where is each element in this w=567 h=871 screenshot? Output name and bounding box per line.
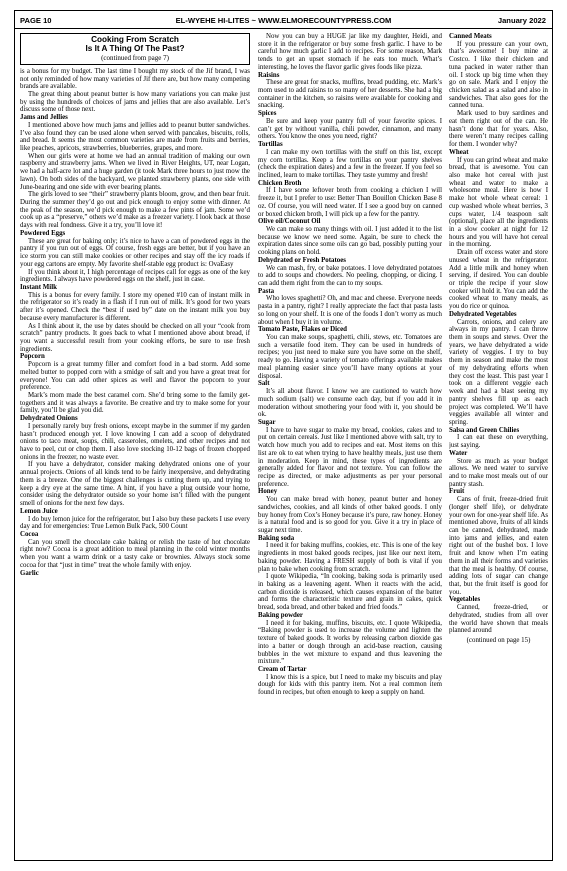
paragraph: is a bonus for my budget. The last time I bought my stock of the Jif brand, I was not only reminded of how many varieties of Jif there are, but how many competing brands are available. — [20, 67, 250, 91]
column-body — [20, 68, 250, 577]
paragraph: I can eat these on everything, just saying. — [449, 434, 548, 450]
section-heading: Wheat — [449, 148, 469, 156]
section-heading: Cocoa — [20, 530, 39, 538]
section-heading: Cream of Tartar — [258, 665, 307, 673]
paragraph: Store as much as your budget allows. We need water to survive and to make most meals out of our pantry stash. — [449, 457, 548, 488]
page-header — [15, 11, 552, 29]
continued-on-note: (continued on page 15) — [466, 637, 531, 645]
paragraph: Cans of fruit, freeze-dried fruit (longer shelf life), or dehydrate your own for one-year shelf life. As mentioned above, fruits of all kinds can be canned, dehydrated, made into jams and jellies, and eaten right out of the bushel box. I love fruit and know when I’m eating them in all their forms and varieties that the meal is healthy. Of course, adding lots of sugar can change that, but the fruit itself is good for you. — [449, 496, 548, 596]
section-heading: Salt — [258, 380, 270, 388]
section-heading: Olive oil/Coconut Oil — [258, 218, 321, 226]
paragraph: I have to have sugar to make my bread, cookies, cakes and to put on certain cereals. Just like I mentioned above with salt, try to watch how much you add to recipes and eat. Most items on this list are ok to eat when trying to have healthy meals, just use them in moderation. Keep in mind, these types of ingredients are generally added for flavor and not texture. You can follow the recipe as directed, or make adjustments as per your personal preference. — [258, 426, 442, 488]
section-heading: Chicken Broth — [258, 179, 302, 187]
section-heading: Jams and Jellies — [20, 114, 68, 122]
paragraph: These are great for snacks, muffins, bread pudding, etc. Mark’s mom used to add raisins to so many of her desserts. She had a big container in the kitchen, so raisins were available for cooking and snacking. — [258, 79, 442, 110]
paragraph: I quote Wikipedia, “In cooking, baking soda is primarily used in baking as a leavening agent. When it reacts with the acid, carbon dioxide is released, which causes expansion of the batter and forms the characteristic texture and grain in cakes, quick bread, soda bread, and other baked and fried foods.” — [258, 573, 442, 612]
section-heading: Canned Meats — [449, 33, 492, 40]
paragraph: These are great for baking only; it’s nice to have a can of powdered eggs in the pantry if you run out of eggs. Of course, fresh eggs are better, but if you have an ice storm you can still make cookies or other recipes and stay off the icy roads if your egg cartons are empty. My favorite shelf-stable egg product is: OvaEasy — [20, 237, 250, 268]
paragraph: I personally rarely buy fresh onions, except maybe in the summer if my garden hasn’t produced enough yet. I love knowing I can add a scoop of dehydrated onions to taco meat, soups, chili, casseroles, omelets, and other recipes and not have to peel, cut or chop them. I also love stocking 10-12 bags of frozen chopped onions in the freezer, no waste ever. — [20, 422, 250, 461]
paragraph: Canned, freeze-dried, or dehydrated, studies from all over the world have shown that meals planned around — [449, 604, 548, 635]
paragraph: Now you can buy a HUGE jar like my daughter, Heidi, and store it in the refrigerator or buy some fresh garlic. I have to be careful how much garlic I add to recipes. For some reason, Mark tends to get an upset stomach if he eats too much. What’s interesting, he loves the flavor garlic gives foods like pizza. — [258, 33, 442, 71]
paragraph: I need it for baking, muffins, biscuits, etc. I quote Wikipedia, “Baking powder is used to increase the volume and lighten the texture of baked goods. It works by releasing carbon dioxide gas into a batter or dough through an acid-base reaction, causing bubbles in the wet mixture to expand and thus leavening the mixture.” — [258, 619, 442, 666]
article-column-1 — [20, 33, 250, 856]
issue-date: January 2022 — [497, 16, 546, 25]
paragraph: The great thing about peanut butter is how many variations you can make just by using the hundreds of choices of jams and jellies that are also available. Let’s discuss some of those next. — [20, 90, 250, 114]
section-heading: Instant Milk — [20, 283, 57, 291]
paragraph: Drain off excess water and store unused wheat in the refrigerator. Add a little milk and honey when serving, if desired. You can double or triple the recipe if your slow cooker will hold it. You can add the cooked wheat to many meals, as you do rice or quinoa. — [449, 249, 548, 311]
section-heading: Water — [449, 449, 468, 457]
paragraph: When our girls were at home we had an annual tradition of making our own raspberry and strawberry jams. When we lived in River Heights, UT, near Logan, we had a half-acre lot and a huge garden (it took Mark three hours to just mow the lawn). On both sides of the backyard, we planted strawberry plants, one side with June-bearing and one side with ever bearing plants. — [20, 152, 250, 191]
column-body — [258, 33, 442, 697]
section-heading: Tomato Paste, Flakes or Diced — [258, 326, 347, 334]
paragraph: If you think about it, I high percentage of recipes call for eggs as one of the key ingredients. I always have powdered eggs on the shelf, just in case. — [20, 268, 250, 284]
paragraph: If you can grind wheat and make bread, that is awesome. You can also make hot cereal with just wheat and water to make a wholesome meal. Here is how I make hot whole wheat cereal: 1 cup washed whole wheat berries, 3 cups water, 1/4 teaspoon salt (optional), place all the ingredients in a slow cooker at night for 12 hours and you will have hot cereal in the morning. — [449, 156, 548, 249]
paragraph: You can make bread with honey, peanut butter and honey sandwiches, cookies, and all kinds of other baked goods. I only buy honey from Cox’s Honey because it’s pure, raw honey. Honey is a natural food and is so good for you. Give it a try in place of sugar next time. — [258, 496, 442, 534]
paragraph: It’s all about flavor. I know we are cautioned to watch how much sodium (salt) we consume each day, but if you add it in moderation without smothering your food with it, you should be ok. — [258, 388, 442, 419]
article-column-2 — [258, 33, 442, 856]
paragraph: As I think about it, the use by dates should be checked on all your “cook from scratch” pantry products. It goes back to what I mentioned above about bread, if you want a successful result from your cooking efforts, be sure to use fresh ingredients. — [20, 322, 250, 353]
paragraph: We can mash, fry, or bake potatoes. I love dehydrated potatoes to add to soups and chowders. No peeling, chopping, or dicing. I can add them right from the can to my soups. — [258, 264, 442, 287]
section-heading: Dehydrated Onions — [20, 415, 78, 423]
section-heading: Popcorn — [20, 353, 45, 361]
paragraph: Be sure and keep your pantry full of your favorite spices. I can’t get by without vanilla, chili powder, cinnamon, and many others. You know the ones you need, right? — [258, 117, 442, 141]
paragraph: Who loves spaghetti? Oh, and mac and cheese. Everyone needs pasta in a pantry, right? I really appreciate the fact that pasta lasts so long on your shelf. It is one of the foods I don’t worry as much about when I buy it in volume. — [258, 295, 442, 326]
paragraph: We can make so many things with oil. I just added it to the list because we know we need some. Again, be sure to check the expiration dates since some oils can go bad, possibly putting your cooking plans on hold. — [258, 225, 442, 257]
section-heading: Pasta — [258, 287, 275, 295]
paragraph: Mark used to buy sardines and eat them right out of the can. He hasn’t done that for years. Also, there weren’t many recipes calling for them. I wonder why? — [449, 110, 548, 149]
paragraph: Mark’s mom made the best caramel corn. She’d bring some to the family get-togethers and it was always a favorite. Be creative and try to make some for your family, you’ll be glad you did. — [20, 392, 250, 415]
section-heading: Honey — [258, 488, 278, 496]
section-heading: Baking soda — [258, 534, 295, 542]
section-heading: Salsa and Green Chilies — [449, 426, 520, 434]
article-column-3 — [449, 33, 548, 856]
paragraph: If I have some leftover broth from cooking a chicken I will freeze it, but I prefer to use: Better Than Bouillon Chicken Base 8 oz. Of course, you will need water. If I see a good buy on canned or boxed chicken broth, I will pick up a few for the pantry. — [258, 187, 442, 218]
article-title-line-2: Is It A Thing Of The Past? — [85, 44, 185, 54]
section-heading: Vegetables — [449, 596, 481, 604]
section-heading: Dehydrated Vegetables — [449, 310, 517, 318]
continued-from-note: (continued from page 7) — [101, 53, 169, 62]
paragraph: I do buy lemon juice for the refrigerator, but I also buy these packets I use every day and for emergencies: True Lemon Bulk Pack, 500 Count — [20, 515, 250, 531]
paragraph: Carrots, onions, and celery are always in my pantry. I can throw them in soups and stews. Over the years, we have dehydrated a wide variety of veggies. I try to buy them in season and make the most of my dehydrating efforts when they cost the least. This past year I took on a different veggie each week and had a blast seeing my pantry shelves fill up as each project was completed. We’ll have veggies available all winter and spring. — [449, 318, 548, 426]
article-title-line-1: Cooking From Scratch — [91, 35, 179, 44]
paragraph: The girls loved to see “their” strawberry plants bloom, grow, and then bear fruit. During the summer they’d go out and pick enough to enjoy some with dinner. At the peak of the season, we’d pick enough to make a few pints of jam. Some we’d cook up as a “preserve,” others we’d make as a freezer variety. I look back at those days with real fondness. Give it a try, you’ll love it! — [20, 191, 250, 230]
paragraph: I know this is a spice, but I need to make my biscuits and play dough for kids with this pantry item. Not a real common item found in recipes, but often enough to keep a supply on hand. — [258, 673, 442, 697]
paragraph: If you have a dehydrator, consider making dehydrated onions one of your annual projects. Onions of all kinds tend to be fairly inexpensive, and dehydrating them is a breeze. One of the biggest challenges is cutting them up, and trying to keep a dry eye at the same time. A hint, if you have a plug outside your home, consider using the dehydrator outside so your home isn’t filled with the pungent smell of onions for the next few days. — [20, 461, 250, 508]
newspaper-page — [14, 10, 553, 861]
article-title-box — [20, 33, 250, 65]
section-heading: Baking powder — [258, 611, 303, 619]
page-number: PAGE 10 — [20, 16, 52, 25]
publication-name: EL-WYEHE HI-LITES ~ WWW.ELMORECOUNTYPRESS.COM — [175, 16, 392, 25]
section-heading: Lemon Juice — [20, 507, 58, 515]
section-heading: Garlic — [20, 569, 39, 577]
section-heading: Fruit — [449, 488, 465, 496]
paragraph: Popcorn is a great tummy filler and comfort food in a bad storm. Add some melted butter to popped corn with a smidge of salt and you have a great treat for everyone! You can add other spices as well and flavor the popcorn to your preference. — [20, 361, 250, 392]
section-heading: Powdered Eggs — [20, 229, 66, 237]
paragraph: If you pressure can your own, that’s awesome! I buy mine at Costco. I like their chicken and tuna packed in water rather than oil. I stock up big time when they go on sale. Mark and I enjoy the chicken salad as a salad and also in sandwiches. That also goes for the canned tuna. — [449, 40, 548, 110]
paragraph: I can make my own tortillas with the stuff on this list, except my corn tortillas. Keep a few tortillas on your pantry shelves (check the expiration dates) and a few in the freezer. If you feel so inclined, learn to make tortillas. They taste yummy and fresh! — [258, 148, 442, 179]
column-body — [449, 33, 548, 635]
section-heading: Spices — [258, 110, 277, 118]
section-heading: Tortillas — [258, 141, 283, 149]
paragraph: I mentioned above how much jams and jellies add to peanut butter sandwiches. I’ve also found they can be used alone when served with pancakes, biscuits, rolls, and bread. It seems the most common varieties are made from fruits and berries, like peaches, apricots, strawberries, blueberries, grapes, and more. — [20, 121, 250, 152]
paragraph: This is a bonus for every family. I store my opened #10 can of instant milk in the refrigerator so it’s ready in a flash if I run out of milk. It’s good for two years after it’s opened. Check the “best if used by” date on the instant milk you buy because every manufacturer is different. — [20, 291, 250, 322]
section-heading: Sugar — [258, 418, 276, 426]
section-heading: Raisins — [258, 71, 280, 79]
paragraph: You can make soups, spaghetti, chili, stews, etc. Tomatoes are such a versatile food item. They can be used in hundreds of recipes; you just need to make sure you have some on the shelf, ready to go. Having a variety of tomato offerings available makes meal planning easier since you’ll have many options at your disposal. — [258, 334, 442, 380]
paragraph: I need it for baking muffins, cookies, etc. This is one of the key ingredients in most baked goods recipes, just like our next item, baking powder. Having a FRESH supply of both is vital if you plan to bake when cooking from scratch. — [258, 542, 442, 573]
paragraph: Can you smell the chocolate cake baking or relish the taste of hot chocolate right now? Cocoa is a great addition to meal planning in the cold winter months when you want a warm drink or a tasty cake or brownies. Always stock some cocoa for that “just in time” treat the whole family with enjoy. — [20, 538, 250, 569]
section-heading: Dehydrated or Fresh Potatoes — [258, 256, 346, 264]
